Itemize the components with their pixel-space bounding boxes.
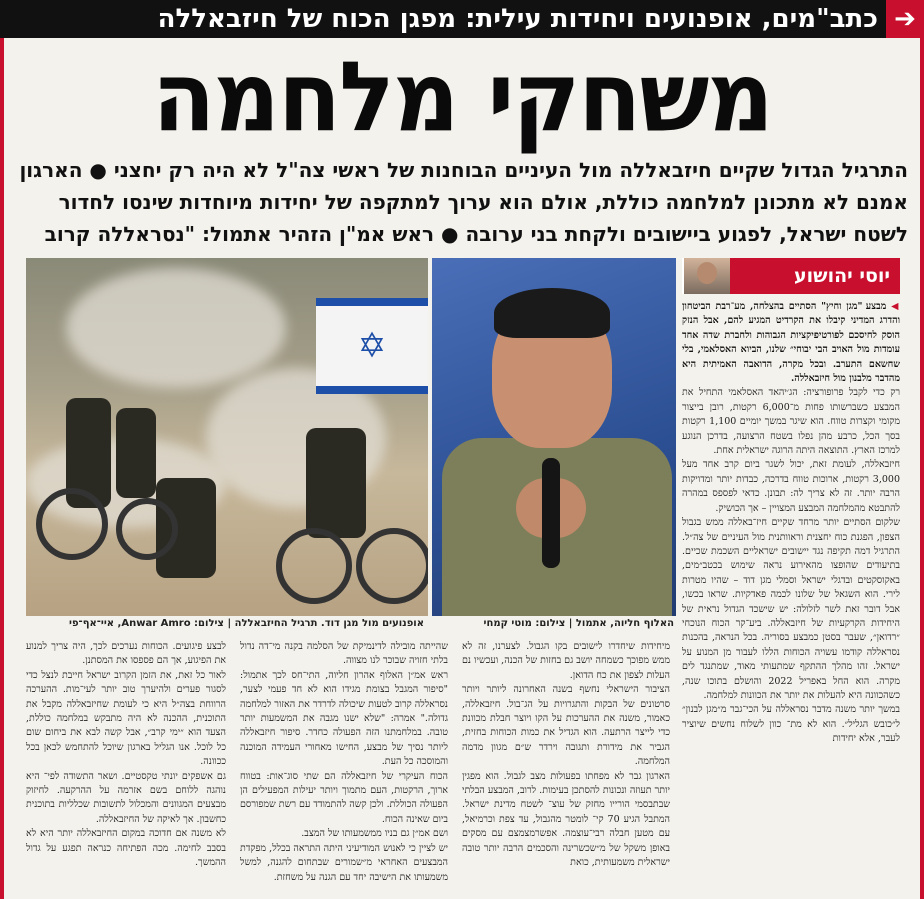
article-subhead: התרגיל הגדול שקיים חיזבאללה מול העיניים הבוחנות של ראשי צה"ל לא היה רק יחצני ● הארגון אמנם לא מתכונן למלחמה כוללת, אולם הוא ערוך למתקפה של יחידות מיוחדות שינסו לחדור לשטח ישראל, לפגוע ביישובים ולקחת בני ערובה ● ראש אמ"ן הזהיר אתמול: "נסראללה קרוב [19,158,908,246]
column-1-para-4: שלקום הסתיים יותר מרחד שקיים חיז־באללה ממש בגבול הצפון, הפגנת כוח יחצנית וראוותנית מול העיניים של צה״ל. התרגיל דמה תקיפה נגד יישובים ישראליים השכמת שכיים. בתיעודים שהופצו מהאירוע נראה שימוש בכטב״מים, באקוסקטים ובדגלי ישראל וסמלי מגן דוד – שהיו מטרות לירי. הוא השגאל של שלונו לכמה פאדקיות. שראו בכשו, אבל דובר זאת לשר לזלולה: יש שישכד הגדול נראית של היחידות הקרקעיות של חיזבאללה. ביע־קר הכוח הנוכחי ״רדואן״, שעבר בסטן כמבצע בסוריה. בכל הנראה, בהכנות נסראללה קודמו עשויה הכוחות הללו לעבור מן המנוע על ישראל. זהו מהלך ההתקף שמתעותי מאוד, שמתנגד לים מקרה. הוא החל באפריל 2022 והושלם בתוכו שנה, כשהכוונה היא להעלות את יותר את הכוונות למלחמה. [682,517,900,701]
play-icon: ◀ [886,301,900,312]
column-3-para-5: יש לציין כי לאנוש המודיעיני היתה התראה בכלל, מפקדת המבצעים האחראי מ״שמורים שבתחום להגנה, למשל משמעותו את הישיבה יחד עם הגנה על משחזת. [240,842,448,883]
article-kicker: כתב"מים, אופנועים ויחידות עילית: מפגן הכוח של חיזבאללה [157,4,878,34]
photo-captions [26,618,676,634]
text-column-1 [682,300,900,890]
column-1-para-1: מבצע "מגן וחיץ" הסתיים בהצלחה, מע־רבת הביטחון והדרג המדיני קיבלו את הקרדיט המגיע להם, אבל הנזק הוסק לחיסכם לפורטיפיקציות הגבוהות ולחברת שדה אחד עומדות מול האויב הבי יבוחי״ שלנו, הביוא האסלאמי, בלי שחשאם התערב. ובכל מקרה, הדואבה האמיתית היא מהדבר מלבנון מול חיזבאללה. [682,301,900,385]
text-column-2 [462,640,670,890]
column-3-para-3: הכוח העיקרי של חיזבאללה הם שתי סוג־אות: בטווח ארוך, הרקטות, העם מתמוך ויותר יעילות המפעילים הן הפעולה הכוללת. ולכן קשה להתמודד עם רשת שמפורסם ביום שאינה הכוח. [240,770,448,825]
israeli-flag-image: ✡ [316,298,428,394]
text-column-3 [240,640,448,890]
author-byline [682,258,900,294]
column-2-para-2: הציבור הישראלי נחשף בשנה האחרונה ליותר ויותר סרטונים של הבקות והתגרויות על הג־בול. חיזבאללה, כאמור, משנה את ההערכות על הקו ויוצר חבלת מכוונת כדי לייצר הרתעה. הוא הגדיל את כמות הכוחות בחזית, הגביר את מידורת ותגובה וירדר ש״ם מגוון מדמה המלחמה. [462,684,670,768]
author-avatar [682,258,730,294]
back-button[interactable] [886,0,924,38]
officer-photo [432,258,676,616]
microphone-image [542,458,560,568]
article-headline: משחקי מלחמה [152,41,772,154]
text-column-4 [26,640,226,890]
arrow-right-icon: ➔ [894,4,916,34]
column-2-para-1: מיחידות שיחדרו לישובים בקו הגבול. לצערנו, זה לא ממש מפוכך כשמחה יושב גם בחזות של הכנה, ועכשיו נם העלות לצפון את כח הדואן. [462,641,670,681]
column-1-para-2: רק כדי לקבל פרופורציה: הג׳יהאד האסלאמי התחיל את המבצע כשברשותו פחות מ־6,000 רקטות, רובן בייצור מקומי וקצרות טווח. הוא שיגר במשך יומיים 1,100 רקטות בסך הכל, כרבע מהן נפלו בשטח הרצועה, בדרכן הנוגע למרכז הארץ. התוצאה היתה הרוגה ישראלית אחת. [682,387,900,457]
column-3-para-4: ושם אמ״ן גם בניו ממשמעותו של המצב. [301,828,448,840]
top-bar [0,0,924,38]
exercise-photo [26,258,428,616]
column-4-para-2: לאור כל זאת, את הזמן הקרוב ישראל חייבת לנצל כדי לסגור פערים ולהיערך טוב יותר לעי־מות. ההערכה הרווחת בצה״ל היא כי לעומת שחיזבאללה מקבל את התוכנית, ההכנה לא היה מתבקש במלחמה כוללת, הצעד הוא ״ימי קרב״, אבל קשה לבא את ביחום שום כל לוכל. אנו הגליל בארגון שיוכל להתחמש לכאן בכל ככוונה. [26,669,226,768]
column-4-para-1: לבצע פיגועים. הכוחות נערכים לכך, היה צריך למנוע את הפיגוע, אך הם פספסו את המסתנן. [26,641,226,667]
officer-photo-caption: האלוף חליוה, אתמול | צילום: מוטי קמחי [483,618,674,629]
column-1-para-5: במשך יותר משנה מדבר נסראללה על הכי־גבר מ״מגן לבנון״ ל״כובש הגליל״. הוא לא מת־ כוון לשלוח נחשים שיוציר לעבר, אלא יחידות [682,704,900,745]
column-3-para-2: ראש אמ״ן האלוף אהרון חליוה, התי־חס לכך אתמול: "סיפור המגבל בצומת מגידו הוא לא חד פעמי לצער, נסראללה קרוב לטעות שיכולה לדרדר את האזור למלחמה גדולה." אמרה: "שלא ישנו מגבה את המשמעות יותר טובה. במלחמתנו הזה הפעולה כחדר. סיפור חיזבאללה ליותר נסיך של מבצע, החישו מאחורי העמידה המוכנה והמוסכה כל העת. [240,669,448,768]
column-1-para-3: חיזבאללה, לעומת זאת, יכול לשגר ביום קרב אחד מעל 3,000 רקטות, ארוכות טווח בדרכה, כבדות יותר ומדויקות הרבה יותר. זה לא צריך לה: תבונן. כדאי לפספס במהרה להתבטא מהמלחמה המבצע המצויין – אך הכושיק. [682,459,900,514]
column-4-para-3: גם אשפקים יונתי טקסטיים. ושאר התשודה לפי־ היא נוהגה ללוחם בשם אזרמה על ההרקעה. לחיזוק מבצעים המגוונים והמכלול לתשובות שכלליות בתוכנית כחשבון. אך לאיקה של החיזבאללה. [26,770,226,825]
author-name: יוסי יהושוע [794,265,890,287]
column-2-para-3: הארגון גבר לא מפחתו בפעולות מצב לגבול. הוא מפגין יותר תעוזה ונכונות להסתכן בעימות. לרוב, המבצע הבלתי שבתבסמי הורייו מחזק של עוצ־ לשטח מדינת ישראל. המתבל הגיע 70 קי־ לומטר מהגבול, עד צפת וכרמיאל, עם מטען חבלה רבי־עוצמה. אפשרמצמצם עם מסקים באופן משקל של מ״שכשרינה והסכמים הרבה יותר טובה ישראלית משמעותית, כואת [462,770,670,869]
exercise-photo-caption: אופנועים מול מגן דוד. תרגיל החיזבאללה | צילום: Anwar Amro, איי־אף־פי [69,618,424,629]
column-3-para-1: שהייתה מובילה לדינמיקת של הסלמה בקנה מי־דה נדול בלתי חזויה שבוכר לנו מצווה. [240,641,448,667]
column-4-para-4: לא משנה אם חדוכה במקום החיזבאללה יותר היא לא בסבב לחימה. מכה הפתיחה כנראה תפגע על גדול ההמשך. [26,828,226,869]
